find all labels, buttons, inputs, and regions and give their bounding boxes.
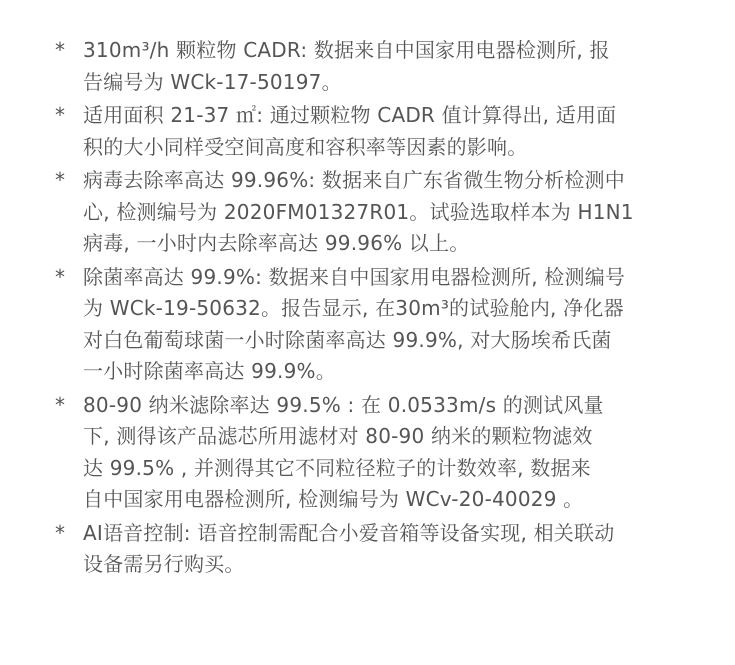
asterisk-bullet: * (55, 103, 66, 127)
asterisk-bullet: * (55, 392, 66, 417)
footnote-filter (0, 390, 735, 516)
footnote-cadr (0, 35, 735, 98)
footnote-text: 病毒去除率高达 99.96%: 数据来自广东省微生物分析检测中 心, 检测编号为 2020FM01327R01。试验选取样本为 H1N1 病毒, 一小时内去除率高达 99.96% 以上。 (83, 168, 634, 255)
footnote-text: 适用面积 21-37 ㎡: 通过颗粒物 CADR 值计算得出, 适用面 积的大小同样受空间高度和容积率等因素的影响。 (83, 103, 617, 159)
asterisk-bullet: * (55, 38, 66, 62)
asterisk-bullet: * (55, 264, 66, 289)
footnote-area (0, 100, 735, 163)
asterisk-bullet: * (55, 520, 66, 545)
footnote-virus (0, 165, 735, 260)
footnotes-list (0, 35, 735, 583)
footnote-text: 除菌率高达 99.9%: 数据来自中国家用电器检测所, 检测编号 为 WCk-19-50632。报告显示, 在30m³的试验舱内, 净化器 对白色葡萄球菌一小时除菌率高达 99.9%, 对大肠埃希氏菌 一小时除菌率高达 99.9%。 (83, 264, 626, 383)
footnote-text: 310m³/h 颗粒物 CADR: 数据来自中国家用电器检测所, 报 告编号为 WCk-17-50197。 (83, 38, 610, 94)
footnote-text: AI语音控制: 语音控制需配合小爱音箱等设备实现, 相关联动 设备需另行购买。 (83, 520, 615, 576)
footnote-voice-control (0, 518, 735, 581)
asterisk-bullet: * (55, 168, 66, 192)
footnote-text: 80-90 纳米滤除率达 99.5% : 在 0.0533m/s 的测试风量 下, 测得该产品滤芯所用滤材对 80-90 纳米的颗粒物滤效 达 99.5% , 并测得其它不同粒径粒子的计数效率, 数据来 自中国家用电器检测所, 检测编号为 WCv-20-40029 。 (83, 392, 604, 511)
footnote-bacteria (0, 262, 735, 388)
